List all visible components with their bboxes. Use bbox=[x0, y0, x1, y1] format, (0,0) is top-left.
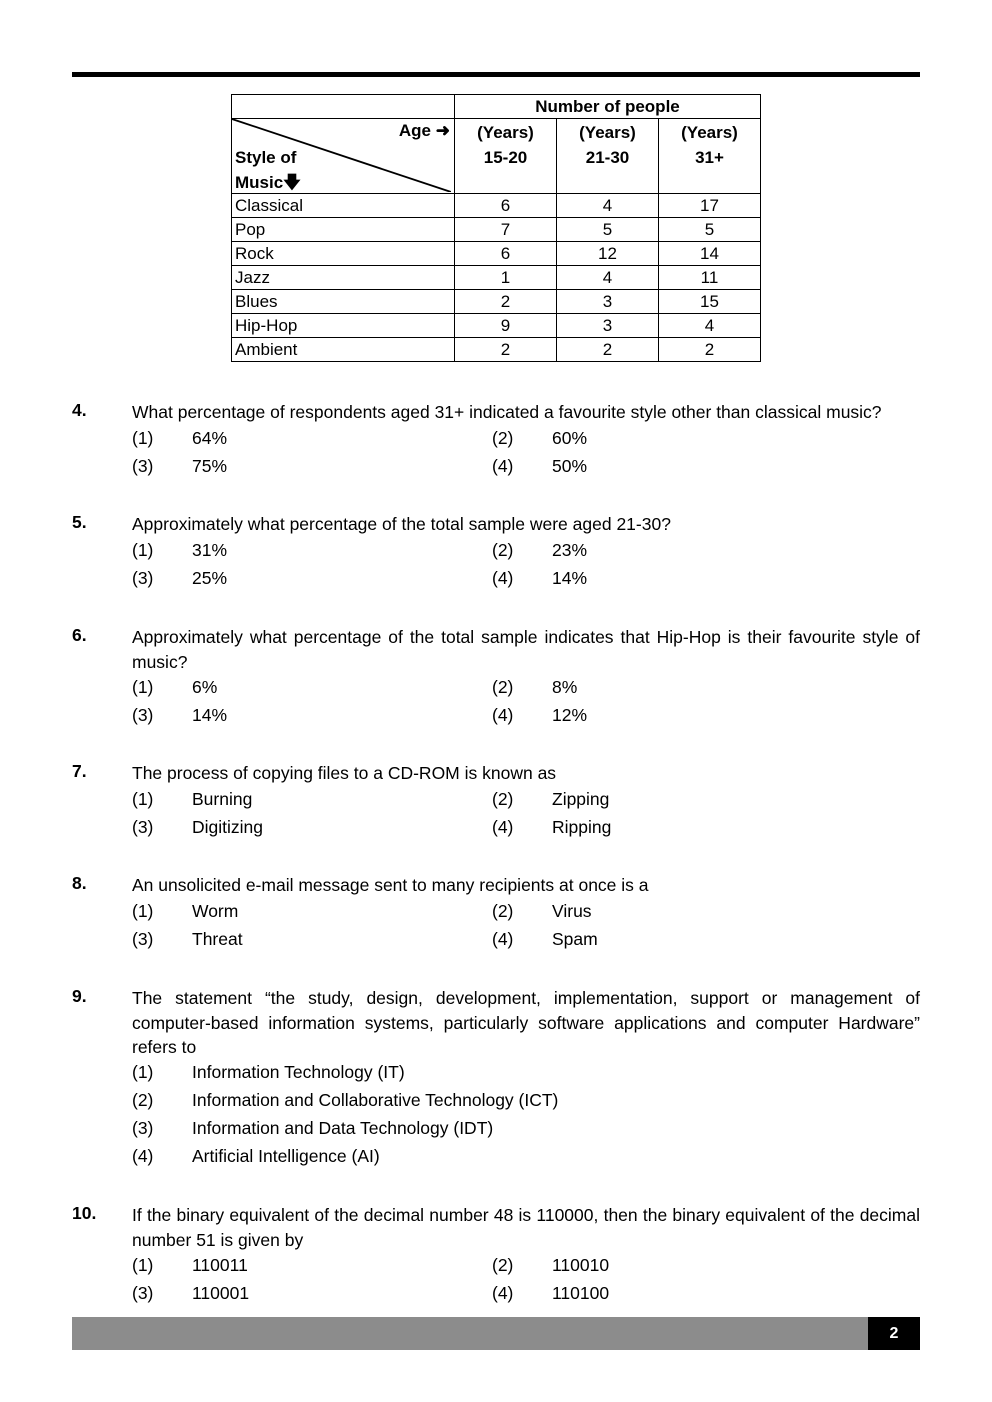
column-header-31-plus: (Years) 31+ bbox=[659, 119, 761, 194]
question-text: Approximately what percentage of the total sample were aged 21-30? bbox=[132, 514, 671, 534]
page-number: 2 bbox=[868, 1317, 920, 1350]
style-of-music-label bbox=[235, 145, 301, 195]
corner-blank-cell bbox=[232, 95, 455, 119]
table-row: Jazz 1 4 11 bbox=[232, 266, 761, 290]
table-row: Rock 6 12 14 bbox=[232, 242, 761, 266]
question-number: 10. bbox=[72, 1203, 97, 1223]
question-number: 9. bbox=[72, 986, 87, 1006]
table-row: Blues 2 3 15 bbox=[232, 290, 761, 314]
question-text: Approximately what percentage of the total sample indicates that Hip-Hop is their favourite style of music? bbox=[132, 627, 920, 672]
arrow-down-icon: 🡇 bbox=[283, 173, 301, 192]
table-subheader-row bbox=[232, 119, 761, 194]
table-row: Classical 6 4 17 bbox=[232, 194, 761, 218]
question-text: If the binary equivalent of the decimal number 48 is 110000, then the binary equivalent of the decimal number 51 is given by bbox=[132, 1205, 920, 1250]
question-text: What percentage of respondents aged 31+ indicated a favourite style other than classical music? bbox=[132, 402, 882, 422]
question-number: 4. bbox=[72, 400, 87, 420]
age-label bbox=[399, 121, 450, 141]
column-header-15-20: (Years) 15-20 bbox=[455, 119, 557, 194]
question-number: 8. bbox=[72, 873, 87, 893]
music-text: Music bbox=[235, 173, 284, 192]
top-rule bbox=[72, 72, 920, 77]
question-text: An unsolicited e-mail message sent to many recipients at once is a bbox=[132, 875, 649, 895]
question-text: The statement “the study, design, development, implementation, support or management of computer-based information systems, particularly software applications and computer Hardware” refers to bbox=[132, 988, 920, 1057]
style-text: Style of bbox=[235, 148, 297, 167]
group-header: Number of people bbox=[455, 95, 761, 119]
music-survey-table bbox=[231, 94, 761, 362]
table-row: Pop 7 5 5 bbox=[232, 218, 761, 242]
arrow-right-icon: ➜ bbox=[435, 121, 450, 140]
table-header-row bbox=[232, 95, 761, 119]
footer-bar bbox=[72, 1317, 868, 1350]
question-number: 5. bbox=[72, 512, 87, 532]
column-header-21-30: (Years) 21-30 bbox=[557, 119, 659, 194]
question-text: The process of copying files to a CD-ROM is known as bbox=[132, 763, 557, 783]
question-number: 7. bbox=[72, 761, 87, 781]
table-row: Hip-Hop 9 3 4 bbox=[232, 314, 761, 338]
question-number: 6. bbox=[72, 625, 87, 645]
corner-diagonal-cell bbox=[232, 119, 455, 194]
table-row: Ambient 2 2 2 bbox=[232, 338, 761, 362]
age-text: Age bbox=[398, 121, 432, 140]
